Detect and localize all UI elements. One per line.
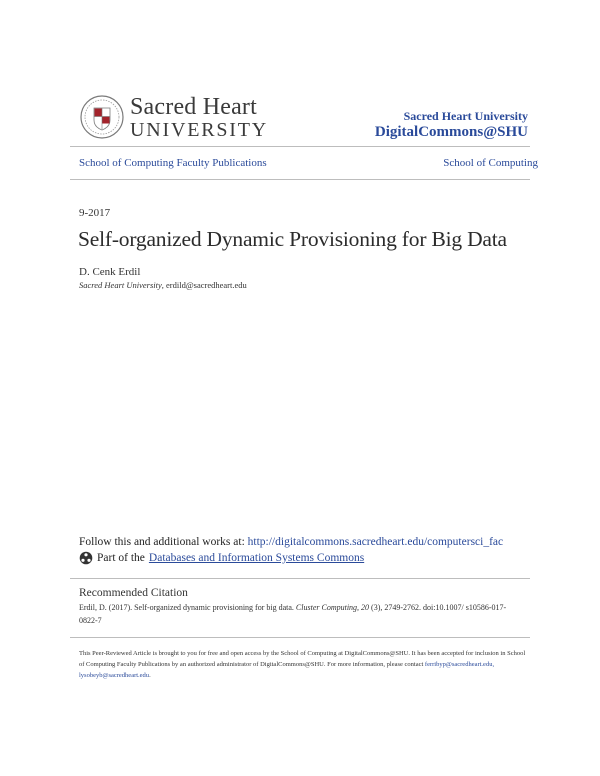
author-affiliation bbox=[79, 280, 247, 290]
citation-journal: Cluster Computing, 20 bbox=[295, 603, 370, 612]
footer-end: . bbox=[149, 672, 151, 679]
network-icon bbox=[79, 551, 93, 565]
citation-heading: Recommended Citation bbox=[79, 587, 188, 599]
repository-name[interactable]: DigitalCommons@SHU bbox=[374, 123, 528, 140]
footer-divider bbox=[70, 637, 530, 638]
part-of-prefix: Part of the bbox=[97, 552, 145, 564]
author-name: D. Cenk Erdil bbox=[79, 266, 141, 278]
header-divider bbox=[70, 146, 530, 147]
citation-text-before: Erdil, D. (2017). Self-organized dynamic provisioning for big data. bbox=[79, 603, 296, 612]
repository-brand[interactable] bbox=[375, 110, 528, 141]
part-of-line bbox=[79, 551, 364, 565]
series-link[interactable]: School of Computing Faculty Publications bbox=[79, 157, 267, 169]
follow-prefix: Follow this and additional works at: bbox=[79, 536, 248, 548]
department-link[interactable]: School of Computing bbox=[443, 157, 538, 169]
citation-divider bbox=[70, 578, 530, 579]
footer-body: This Peer-Reviewed Article is brought to you for free and open access by the School of Computing at DigitalCommons@SHU. It has been accepted for inclusion in School of Computing Faculty Publications by an authorized administrator of DigitalCommons@SHU. For more information, please contact bbox=[79, 650, 526, 668]
affiliation-institution: Sacred Heart University bbox=[79, 280, 162, 290]
logo-line-1: Sacred Heart bbox=[130, 94, 257, 120]
nav-divider bbox=[70, 179, 530, 180]
citation-text-after: (3), 2749-2762. doi:10.1007/ s10586-017-0822-7 bbox=[79, 603, 507, 625]
article-title: Self-organized Dynamic Provisioning for Big Data bbox=[78, 227, 507, 251]
commons-link[interactable]: Databases and Information Systems Commons bbox=[148, 552, 365, 564]
repository-institution: Sacred Heart University bbox=[403, 109, 528, 123]
logo-line-2: UNIVERSITY bbox=[130, 119, 268, 141]
author-email: , erdild@sacredheart.edu bbox=[161, 280, 247, 290]
university-seal-icon bbox=[80, 95, 124, 139]
follow-line bbox=[79, 536, 503, 548]
footer-notice bbox=[79, 648, 529, 681]
publication-date: 9-2017 bbox=[79, 207, 111, 219]
citation-text bbox=[79, 602, 519, 627]
university-logo bbox=[130, 95, 268, 140]
collection-url-link[interactable]: http://digitalcommons.sacredheart.edu/computersci_fac bbox=[247, 536, 504, 548]
contact-email-links[interactable]: ferribyp@sacredheart.edu, lysobeyb@sacredheart.edu bbox=[79, 661, 495, 679]
